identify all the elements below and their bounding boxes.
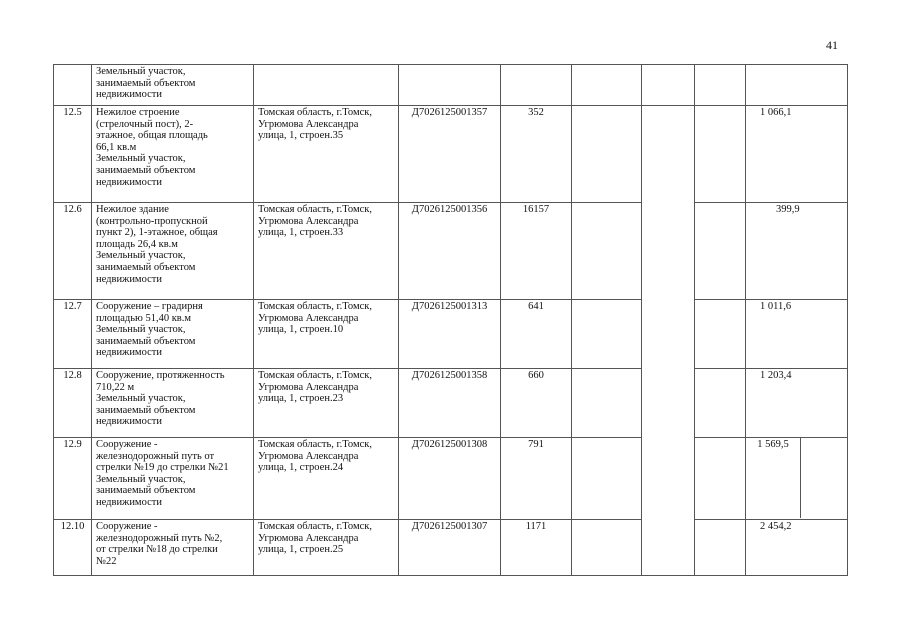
table-row [54, 520, 848, 576]
desc-line: недвижимости [96, 89, 162, 101]
addr-line: улица, 1, строен.24 [258, 462, 344, 474]
object-address [254, 300, 399, 369]
object-address [254, 369, 399, 438]
addr-line: Томская область, г.Томск, [258, 439, 373, 450]
cadastral-number: Д7026125001308 [399, 438, 501, 520]
addr-line: улица, 1, строен.35 [258, 130, 344, 142]
desc-line: железнодорожный путь от [96, 450, 215, 462]
desc-line: Земельный участок, [96, 66, 186, 77]
desc-line: Сооружение - [96, 439, 158, 450]
row-number: 12.8 [54, 369, 92, 438]
value-cell: 399,9 [746, 203, 848, 300]
empty-cell [695, 369, 746, 438]
object-description [92, 520, 254, 576]
object-description [92, 203, 254, 300]
addr-line: Томская область, г.Томск, [258, 204, 373, 215]
desc-line: №22 [96, 555, 117, 567]
addr-line: Томская область, г.Томск, [258, 301, 373, 312]
cadastral-number [399, 65, 501, 106]
cadastral-number: Д7026125001357 [399, 106, 501, 203]
desc-line: 710,22 м [96, 381, 135, 393]
desc-line: Нежилое здание [96, 204, 169, 215]
page-number: 41 [826, 38, 838, 52]
land-area: 352 [501, 106, 572, 203]
value-cell: 1 203,4 [746, 369, 848, 438]
object-description [92, 369, 254, 438]
object-address [254, 520, 399, 576]
desc-line: Земельный участок, [96, 250, 186, 262]
desc-line: 66,1 кв.м [96, 141, 137, 153]
desc-line: недвижимости [96, 176, 162, 188]
addr-line: улица, 1, строен.25 [258, 544, 344, 556]
addr-line: Угрюмова Александра [258, 532, 359, 544]
desc-line: (контрольно-пропускной [96, 215, 208, 227]
desc-line: занимаемый объектом [96, 404, 196, 416]
value-text: 1 569,5 [746, 438, 801, 518]
desc-line: занимаемый объектом [96, 164, 196, 176]
empty-cell [572, 520, 642, 576]
table-body [54, 65, 848, 576]
desc-line: недвижимости [96, 496, 162, 508]
property-registry-table [53, 64, 848, 576]
row-number: 12.9 [54, 438, 92, 520]
addr-line: Томская область, г.Томск, [258, 521, 373, 532]
row-number: 12.10 [54, 520, 92, 576]
desc-line: Земельный участок, [96, 473, 186, 485]
desc-line: Земельный участок, [96, 393, 186, 405]
object-description [92, 106, 254, 203]
empty-cell [642, 65, 695, 106]
empty-cell [695, 65, 746, 106]
empty-cell [572, 65, 642, 106]
land-area: 641 [501, 300, 572, 369]
empty-cell [572, 203, 642, 300]
object-description [92, 438, 254, 520]
addr-line: Томская область, г.Томск, [258, 370, 373, 381]
desc-line: этажное, общая площадь [96, 130, 208, 142]
desc-line: от стрелки №18 до стрелки [96, 544, 218, 556]
addr-line: Томская область, г.Томск, [258, 107, 373, 118]
empty-cell [572, 300, 642, 369]
addr-line: Угрюмова Александра [258, 381, 359, 393]
table-row [54, 203, 848, 300]
object-description [92, 65, 254, 106]
desc-line: площадь 26,4 кв.м [96, 238, 178, 250]
row-number: 12.5 [54, 106, 92, 203]
value-cell [746, 438, 848, 520]
land-area: 1171 [501, 520, 572, 576]
addr-line: Угрюмова Александра [258, 450, 359, 462]
desc-line: недвижимости [96, 347, 162, 359]
addr-line: улица, 1, строен.23 [258, 393, 344, 405]
desc-line: Нежилое строение [96, 107, 180, 118]
object-address [254, 65, 399, 106]
desc-line: пункт 2), 1-этажное, общая [96, 227, 218, 239]
addr-line: улица, 1, строен.10 [258, 324, 344, 336]
cadastral-number: Д7026125001313 [399, 300, 501, 369]
value-cell: 2 454,2 [746, 520, 848, 576]
land-area [501, 65, 572, 106]
table-row [54, 300, 848, 369]
desc-line: площадью 51,40 кв.м [96, 312, 192, 324]
desc-line: Земельный участок, [96, 153, 186, 165]
empty-cell [572, 369, 642, 438]
empty-cell [695, 106, 746, 203]
land-area: 791 [501, 438, 572, 520]
addr-line: улица, 1, строен.33 [258, 227, 344, 239]
desc-line: недвижимости [96, 273, 162, 285]
table-row [54, 65, 848, 106]
land-area: 660 [501, 369, 572, 438]
desc-line: стрелки №19 до стрелки №21 [96, 462, 229, 474]
cadastral-number: Д7026125001356 [399, 203, 501, 300]
desc-line: занимаемый объектом [96, 335, 196, 347]
value-cell: 1 066,1 [746, 106, 848, 203]
empty-cell [572, 106, 642, 203]
desc-line: Сооружение – градирня [96, 301, 203, 312]
empty-cell [695, 520, 746, 576]
cadastral-number: Д7026125001358 [399, 369, 501, 438]
desc-line: Сооружение, протяженность [96, 370, 225, 381]
desc-line: Земельный участок, [96, 324, 186, 336]
addr-line: Угрюмова Александра [258, 215, 359, 227]
desc-line: занимаемый объектом [96, 485, 196, 497]
value-cell: 1 011,6 [746, 300, 848, 369]
addr-line: Угрюмова Александра [258, 312, 359, 324]
row-number [54, 65, 92, 106]
object-address [254, 438, 399, 520]
table-row [54, 369, 848, 438]
desc-line: железнодорожный путь №2, [96, 532, 223, 544]
empty-cell [695, 203, 746, 300]
addr-line: Угрюмова Александра [258, 118, 359, 130]
cadastral-number: Д7026125001307 [399, 520, 501, 576]
desc-line: занимаемый объектом [96, 77, 196, 89]
empty-cell [695, 300, 746, 369]
empty-cell [695, 438, 746, 520]
object-address [254, 203, 399, 300]
empty-merged-cell [642, 106, 695, 576]
object-description [92, 300, 254, 369]
value-cell [746, 65, 848, 106]
desc-line: занимаемый объектом [96, 261, 196, 273]
table-row [54, 106, 848, 203]
desc-line: (стрелочный пост), 2- [96, 118, 194, 130]
empty-cell [572, 438, 642, 520]
land-area: 16157 [501, 203, 572, 300]
row-number: 12.6 [54, 203, 92, 300]
row-number: 12.7 [54, 300, 92, 369]
desc-line: Сооружение - [96, 521, 158, 532]
desc-line: недвижимости [96, 416, 162, 428]
table-row [54, 438, 848, 520]
object-address [254, 106, 399, 203]
